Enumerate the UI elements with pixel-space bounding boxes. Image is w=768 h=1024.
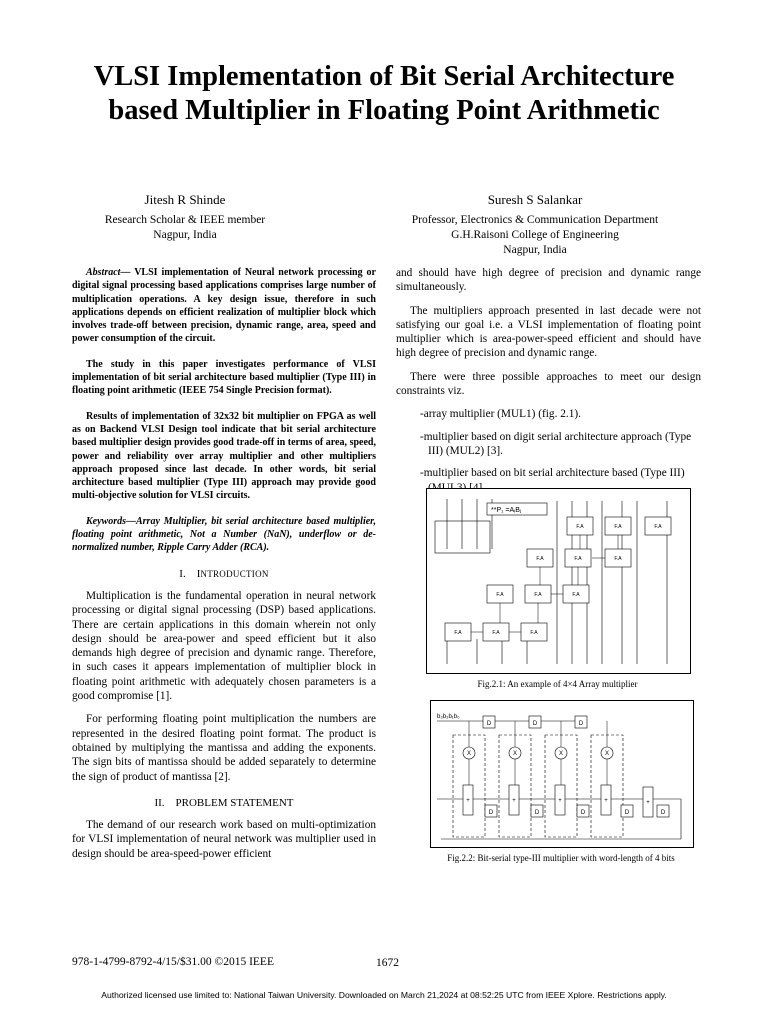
input-bits-label: b₃b₂b₁b₀ (437, 714, 460, 720)
author-block-2 (380, 192, 690, 258)
multiplier-label: X (466, 751, 472, 757)
author-affiliation: Professor, Electronics & Communication Department (411, 214, 659, 226)
intro-paragraph-1: Multiplication is the fundamental operation in neural network processing or digital signal processing (DSP) based applications. There are certain applications in this domain wherein not only design should be area-power and speed efficient but it also demands high degree of precision and dynamic range. Therefore, in such cases it appears implementation of multiplier block in floating point arithmetic with adequately chosen parameters is a good compromise [1]. (72, 589, 376, 703)
adder-label: + (512, 798, 516, 804)
abstract (72, 266, 376, 555)
author-location: Nagpur, India (503, 244, 567, 256)
adder-label: + (604, 798, 608, 804)
right-paragraph-3: There were three possible approaches to meet our design constraints viz. (396, 370, 701, 398)
abstract-label: Abstract— (86, 267, 131, 278)
author-affiliation: Research Scholar & IEEE member (104, 214, 266, 226)
figure-2-caption: Fig.2.2: Bit-serial type-III multiplier with word-length of 4 bits (447, 853, 675, 863)
paper-title (40, 60, 728, 128)
fa-cell-label: F.A (536, 556, 544, 562)
fa-cell-label: F.A (572, 592, 580, 598)
fa-cell-label: F.A (496, 592, 504, 598)
section-heading-problem-statement: II. PROBLEM STATEMENT (154, 796, 294, 809)
bit-serial-diagram (431, 701, 693, 847)
fa-cell-label: F.A (534, 592, 542, 598)
author-name: Jitesh R Shinde (144, 192, 226, 207)
keywords (72, 515, 376, 555)
adder-label: + (558, 798, 562, 804)
figure-array-multiplier (426, 488, 691, 674)
problem-paragraph-1: The demand of our research work based on multi-optimization for VLSI implementation of neural network was multiplier used in design should be area-speed-power efficient (72, 819, 376, 860)
delay-label: D (580, 810, 586, 816)
license-notice: Authorized licensed use limited to: National Taiwan University. Downloaded on March 21,2024 at 08:52:25 UTC from IEEE Xplore. Restrictions apply. (101, 990, 667, 1000)
author-block-1 (60, 192, 310, 243)
fa-cell-label: F.A (574, 556, 582, 562)
keywords-label: Keywords— (86, 515, 136, 527)
right-paragraph-1: and should have high degree of precision and dynamic range simultaneously. (396, 267, 701, 294)
keywords-text: Array Multiplier, bit serial architecture based multiplier, floating point arithmetic, Not a Number (NaN), underflow or de-normalized number, Ripple Carry Adder (RCA). (72, 515, 376, 554)
delay-label: D (660, 810, 666, 816)
page-number: 1672 (376, 957, 399, 969)
adder-label: + (466, 798, 470, 804)
fa-cell-label: F.A (614, 556, 622, 562)
abstract-p1: Abstract— VLSI implementation of Neural network processing or digital signal processing based applications comprises large number of multiplication operations. A key design issue, therefore in such applications depends on efficient realization of multiplier block which involves trade-off between precision, dynamic range, area, speed and power consumption of the circuit. (72, 267, 376, 345)
array-multiplier-diagram (427, 489, 690, 673)
abstract-p3: Results of implementation of 32x32 bit multiplier on FPGA as well as on Backend VLSI Design tool indicate that bit serial architecture based multiplier design provides good trade-off in terms of area, speed, power and reliability over array multiplier and other multipliers approach proposed since last decade. In other words, bit serial architecture based multiplier (Type III) approach may provide good multi-objective solution for VLSI circuits. (72, 410, 376, 502)
delay-label: D (488, 810, 494, 816)
fa-cell-label: F.A (576, 524, 584, 530)
delay-label: D (624, 810, 630, 816)
fa-cell-label: F.A (454, 630, 462, 636)
figure-1-caption: Fig.2.1: An example of 4×4 Array multiplier (477, 679, 638, 689)
multiplier-label: X (512, 751, 518, 757)
author-institution: G.H.Raisoni College of Engineering (451, 229, 619, 241)
right-column (396, 266, 701, 503)
author-location: Nagpur, India (153, 229, 217, 241)
delay-label: D (578, 721, 584, 727)
abstract-p2: The study in this paper investigates performance of VLSI implementation of bit serial architecture based multiplier (Type III) in floating point arithmetic (IEEE 754 Single Precision format). (72, 358, 376, 397)
fa-cell-label: F.A (614, 524, 622, 530)
list-item-mul1: -array multiplier (MUL1) (fig. 2.1). (420, 408, 581, 421)
delay-label: D (532, 721, 538, 727)
adder-label: + (646, 800, 650, 806)
equation-label: **P₁ =AᵢBⱼ (491, 507, 522, 514)
title-line-2: based Multiplier in Floating Point Arithmetic (108, 95, 660, 126)
title-line-1: VLSI Implementation of Bit Serial Architecture (93, 61, 675, 92)
multiplier-label: X (558, 751, 564, 757)
delay-label: D (486, 721, 492, 727)
fa-cell-label: F.A (492, 630, 500, 636)
multiplier-label: X (604, 751, 610, 757)
figure-bit-serial-multiplier (430, 700, 694, 848)
fa-cell-label: F.A (654, 524, 662, 530)
copyright-line: 978-1-4799-8792-4/15/$31.00 ©2015 IEEE (72, 956, 274, 968)
list-item-mul3: -multiplier based on bit serial architecture based (Type III) (420, 467, 685, 480)
author-name: Suresh S Salankar (487, 192, 583, 207)
right-paragraph-2: The multipliers approach presented in last decade were not satisfying our goal i.e. a VLSI implementation of floating point multiplier which is area-power-speed efficient and should have high degree of precision and dynamic range. (396, 304, 701, 360)
fa-cell-label: F.A (530, 630, 538, 636)
intro-paragraph-2: For performing floating point multiplication the numbers are represented in the desired floating point format. The product is obtained by multiplying the mantissa and adding the exponents. The sign bits of mantissa should be added separately to determine the sign of product of mantissa [2]. (72, 713, 376, 783)
list-item-mul2: -multiplier based on digit serial architecture approach (Type III) (MUL2) [3]. (420, 430, 692, 457)
left-column (72, 266, 376, 870)
section-heading-introduction: I. INTRODUCTION (179, 567, 269, 580)
delay-label: D (534, 810, 540, 816)
